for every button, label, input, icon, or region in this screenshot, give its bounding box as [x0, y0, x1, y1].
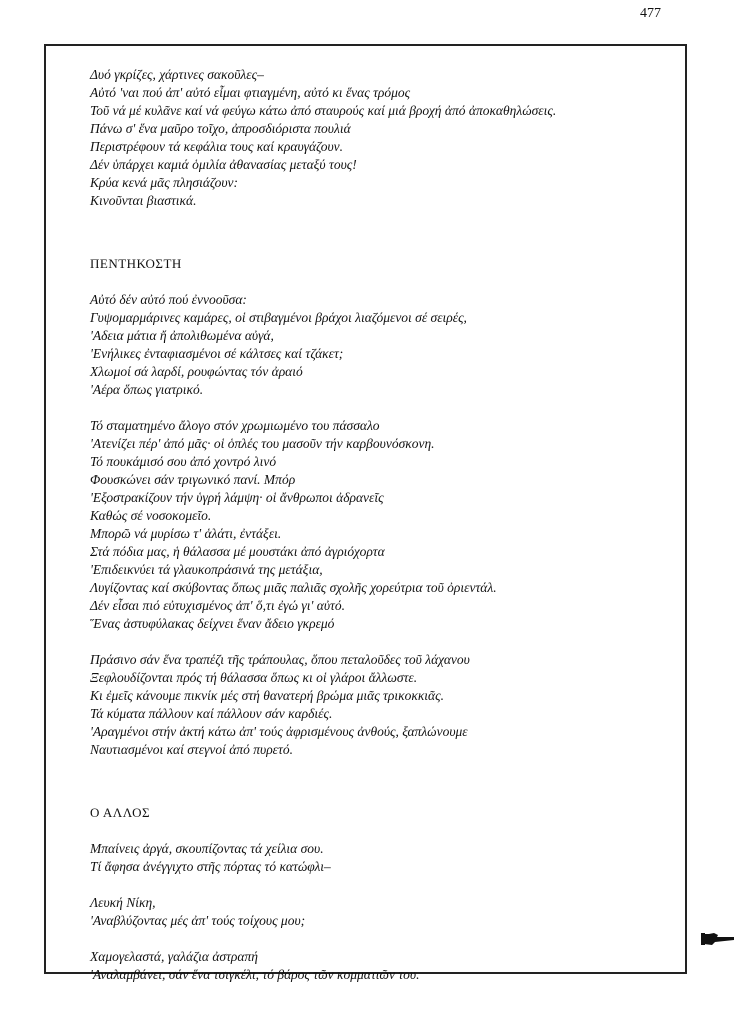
verse-line: Λυγίζοντας καί σκύβοντας ὅπως μιᾶς παλιᾶς σχολῆς χορεύτρια τοῦ ὀριεντάλ. — [90, 580, 497, 595]
spacer — [90, 399, 690, 417]
verse-line: Δέν εἶσαι πιό εὐτυχισμένος ἀπ' ὅ,τι ἐγώ γι' αὐτό. — [90, 598, 345, 613]
stanza-4 — [90, 651, 690, 759]
verse-line: Ναυτιασμένοι καί στεγνοί ἀπό πυρετό. — [90, 742, 293, 757]
verse-line: Χαμογελαστά, γαλάζια ἀστραπή — [90, 949, 258, 964]
stanza-3 — [90, 417, 690, 633]
verse-line: Δυό γκρίζες, χάρτινες σακοῦλες– — [90, 67, 264, 82]
stanza-7 — [90, 948, 690, 984]
verse-line: Φουσκώνει σάν τριγωνικό πανί. Μπόρ — [90, 472, 296, 487]
stanza-1 — [90, 66, 690, 210]
verse-line: 'Ενήλικες ἐνταφιασμένοι σέ κάλτσες καί τζάκετ; — [90, 346, 344, 361]
verse-line: Καθώς σέ νοσοκομεῖο. — [90, 508, 212, 523]
pointing-hand-icon — [700, 928, 736, 948]
verse-line: Μπορῶ νά μυρίσω τ' ἁλάτι, ἐντάξει. — [90, 526, 282, 541]
stanza-2 — [90, 291, 690, 399]
spacer — [90, 822, 690, 840]
spacer — [90, 273, 690, 291]
verse-line: Τί ἄφησα ἀνέγγιχτο στῆς πόρτας τό κατώφλι– — [90, 859, 331, 874]
verse-line: Πράσινο σάν ἕνα τραπέζι τῆς τράπουλας, ὅπου πεταλοῦδες τοῦ λάχανου — [90, 652, 470, 667]
stanza-6 — [90, 894, 690, 930]
verse-line: Αὐτό δέν αὐτό πού ἐννοοῦσα: — [90, 292, 247, 307]
verse-line: 'Ατενίζει πέρ' ἀπό μᾶς· οἱ ὁπλές του μασοῦν τήν καρβουνόσκονη. — [90, 436, 435, 451]
verse-line: Δέν ὑπάρχει καμιά ὁμιλία ἀθανασίας μεταξύ τους! — [90, 157, 357, 172]
verse-line: Χλωμοί σά λαρδί, ρουφώντας τόν ἀραιό — [90, 364, 303, 379]
verse-line: Κρύα κενά μᾶς πλησιάζουν: — [90, 175, 239, 190]
verse-line: 'Αέρα ὅπως γιατρικό. — [90, 382, 204, 397]
spacer — [90, 210, 690, 255]
verse-line: Ξεφλουδίζονται πρός τή θάλασσα ὅπως κι οἱ γλάροι ἄλλωστε. — [90, 670, 418, 685]
verse-line: Κι ἐμεῖς κάνουμε πικνίκ μές στή θανατερή βρώμα μιᾶς τρικοκκιᾶς. — [90, 688, 444, 703]
section-title-pentecost: ΠΕΝΤΗΚΟΣΤΗ — [90, 256, 182, 271]
verse-line: 'Αναβλύζοντας μές ἀπ' τούς τοίχους μου; — [90, 913, 306, 928]
verse-line: Τό πουκάμισό σου ἀπό χοντρό λινό — [90, 454, 277, 469]
verse-line: Ἕνας ἀστυφύλακας δείχνει ἕναν ἄδειο γκρεμό — [90, 616, 335, 631]
verse-line: Τοῦ νά μέ κυλᾶνε καί νά φεύγω κάτω ἀπό σταυρούς καί μιά βροχή ἀπό ἀποκαθηλώσεις. — [90, 103, 557, 118]
verse-line: Στά πόδια μας, ἡ θάλασσα μέ μουστάκι ἀπό ἀγριόχορτα — [90, 544, 385, 559]
verse-line: 'Αναλαμβάνει, σάν ἕνα τσιγκέλι, τό βάρος τῶν κομματιῶν του. — [90, 967, 420, 982]
section-title-the-other: Ο ΑΛΛΟΣ — [90, 805, 151, 820]
verse-line: 'Εξοστρακίζουν τήν ὑγρή λάμψη· οἱ ἄνθρωποι ἀδρανεῖς — [90, 490, 384, 505]
verse-line: 'Αραγμένοι στήν ἀκτή κάτω ἀπ' τούς ἀφρισμένους ἀνθούς, ξαπλώνουμε — [90, 724, 468, 739]
spacer — [90, 759, 690, 804]
verse-line: Κινοῦνται βιαστικά. — [90, 193, 197, 208]
poem-content — [90, 66, 690, 984]
spacer — [90, 876, 690, 894]
verse-line: Αὐτό 'ναι πού ἀπ' αὐτό εἶμαι φτιαγμένη, αὐτό κι ἕνας τρόμος — [90, 85, 411, 100]
verse-line: Γυψομαρμάρινες καμάρες, οἱ στιβαγμένοι βράχοι λιαζόμενοι σέ σειρές, — [90, 310, 467, 325]
spacer — [90, 930, 690, 948]
verse-line: 'Αδεια μάτια ἤ ἀπολιθωμένα αὐγά, — [90, 328, 274, 343]
spacer — [90, 633, 690, 651]
page-number: 477 — [640, 6, 661, 21]
verse-line: Περιστρέφουν τά κεφάλια τους καί κραυγάζουν. — [90, 139, 344, 154]
verse-line: Τό σταματημένο ἄλογο στόν χρωμιωμένο του πάσσαλο — [90, 418, 380, 433]
stanza-5 — [90, 840, 690, 876]
verse-line: Λευκή Νίκη, — [90, 895, 156, 910]
verse-line: Τά κύματα πάλλουν καί πάλλουν σάν καρδιές. — [90, 706, 333, 721]
verse-line: Πάνω σ' ἕνα μαῦρο τοῖχο, ἀπροσδιόριστα πουλιά — [90, 121, 351, 136]
verse-line: 'Επιδεικνύει τά γλαυκοπράσινά της μετάξια, — [90, 562, 323, 577]
verse-line: Μπαίνεις ἀργά, σκουπίζοντας τά χείλια σου. — [90, 841, 324, 856]
